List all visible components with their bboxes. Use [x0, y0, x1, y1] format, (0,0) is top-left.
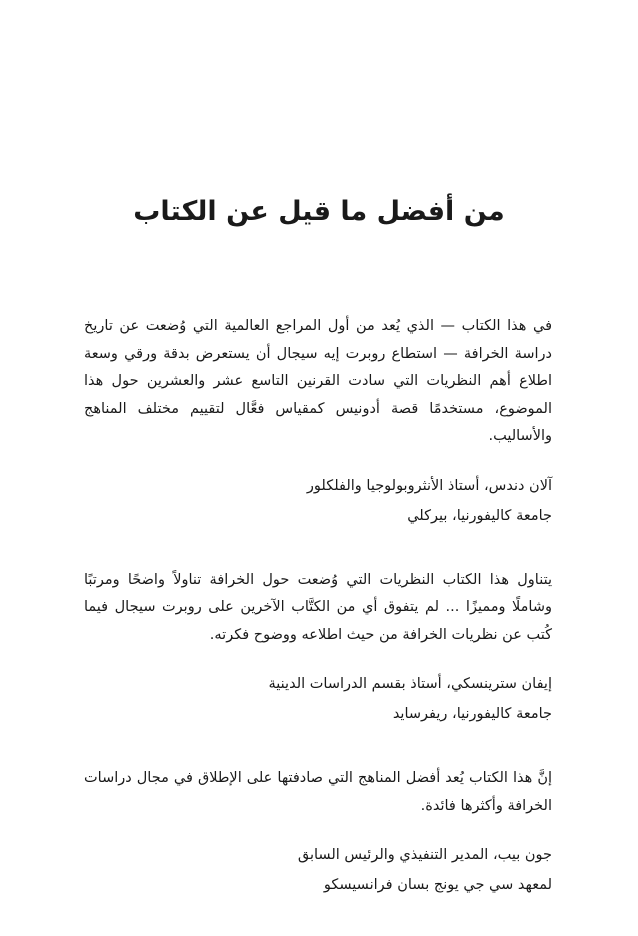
quote-affiliation: جامعة كاليفورنيا، بيركلي	[407, 507, 552, 524]
quote-author: آلان دندس، أستاذ الأنثروبولوجيا والفلكلور	[306, 477, 552, 494]
quote-affiliation: جامعة كاليفورنيا، ريفرسايد	[392, 706, 552, 722]
quote-block	[84, 313, 552, 531]
quotes-section	[84, 313, 552, 936]
quote-affiliation: لمعهد سي جي يونج بسان فرانسيسكو	[323, 877, 552, 893]
quote-text: يتناول هذا الكتاب النظريات التي وُضعت حول الخرافة تناولاً واضحًا ومرتبًا وشاملًا ومميزًا ... لم يتفوق أي من الكتَّاب الآخرين على روبرت سيجال فيما كُتب عن نظريات الخرافة من حيث اطلاعه ووضوح فكرته.	[84, 571, 552, 643]
quote-block	[84, 567, 552, 730]
quote-author: إيفان سترينسكي، أستاذ بقسم الدراسات الدينية	[268, 676, 552, 692]
quote-block	[84, 765, 552, 900]
page-title: من أفضل ما قيل عن الكتاب	[133, 196, 505, 227]
quote-text: في هذا الكتاب — الذي يُعد من أول المراجع العالمية التي وُضعت عن تاريخ دراسة الخرافة — استطاع روبرت إيه سيجال أن يستعرض بدقة ورقي وسعة اطلاع أهم النظريات التي سادت القرنين التاسع عشر والعشرين حول هذا الموضوع، مستخدمًا قصة أدونيس كمقياس فعَّال لتقييم مختلف المناهج والأساليب.	[84, 318, 552, 444]
quote-author: جون بيب، المدير التنفيذي والرئيس السابق	[297, 847, 552, 863]
quote-text: إنَّ هذا الكتاب يُعد أفضل المناهج التي صادفتها على الإطلاق في مجال دراسات الخرافة وأكثرها فائدة.	[84, 770, 552, 814]
